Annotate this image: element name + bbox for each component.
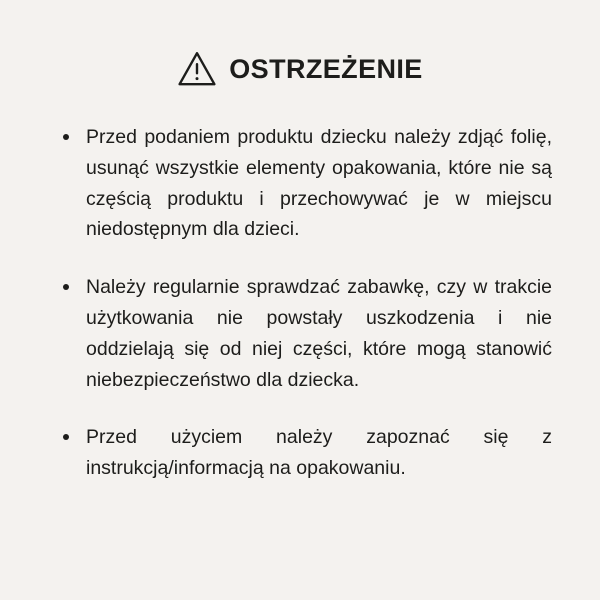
warning-list — [38, 122, 562, 484]
page-title: OSTRZEŻENIE — [229, 53, 423, 84]
warning-header — [38, 50, 562, 88]
list-item: Przed podaniem produktu dziecku należy zdjąć folię, usunąć wszystkie elementy opakowania, które nie są częścią produktu i przechowywać je w miejscu niedostępnym dla dzieci. — [60, 122, 552, 245]
list-item: Należy regularnie sprawdzać zabawkę, czy w trakcie użytkowania nie powstały uszkodzenia i nie oddzielają się od niej części, które mogą stanowić niebezpieczeństwo dla dziecka. — [60, 272, 552, 395]
list-item: Przed użyciem należy zapoznać się z instrukcją/informacją na opakowaniu. — [60, 422, 552, 484]
warning-triangle-icon — [177, 50, 217, 88]
